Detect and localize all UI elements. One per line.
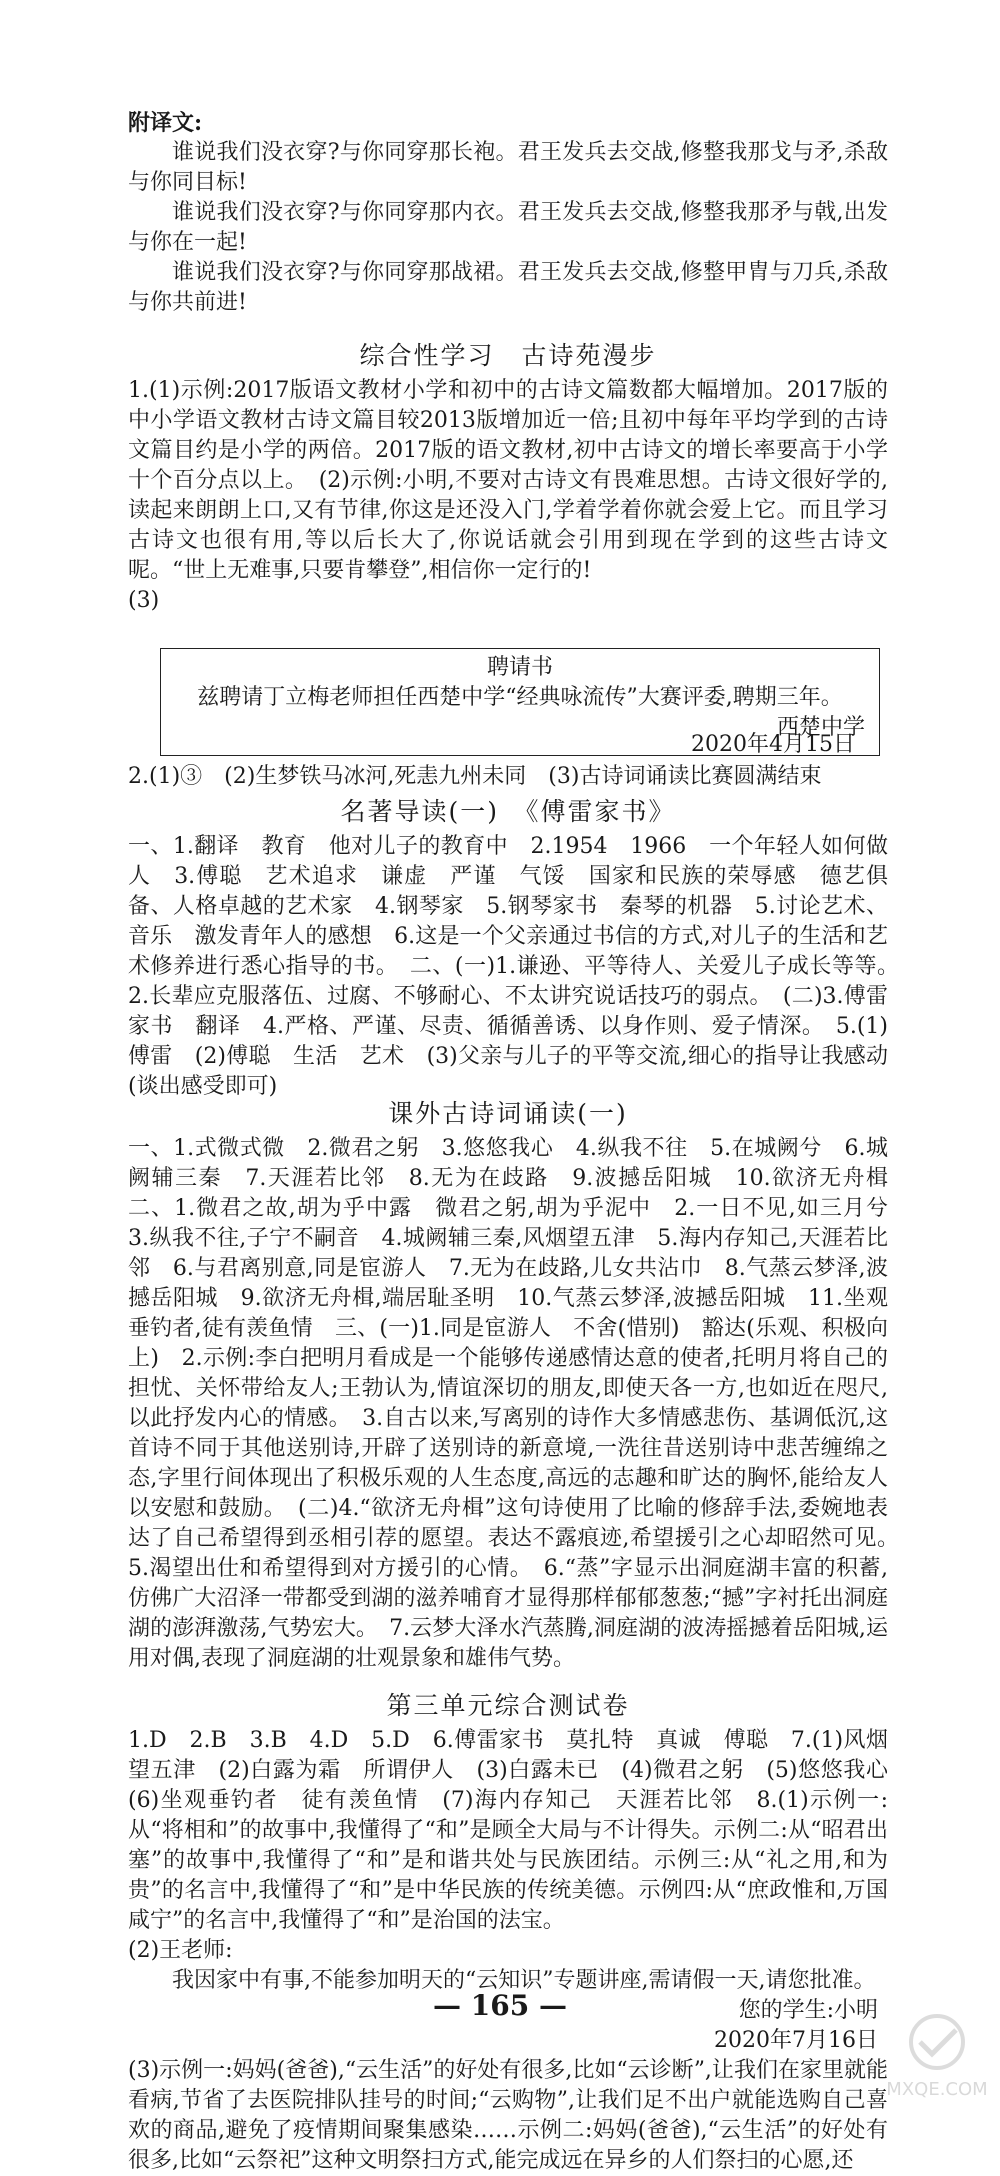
watermark-logo [882,2010,992,2100]
classic-reading-answers: 一、1.翻译 教育 他对儿子的教育中 2.1954 1966 一个年轻人如何做人 3.傅聪 艺术追求 谦虚 严谨 气馁 国家和民族的荣辱感 德艺俱备、人格卓越的艺术家 4.钢琴家 5.钢琴家书 秦琴的机器 5.讨论艺术、音乐 激发青年人的感想 6.这是一个父亲通过书信的方式,对儿子的生活和艺术修养进行悉心指导的书。 二、(一)1.谦逊、平等待人、关爱儿子成长等等。 2.长辈应克服落伍、过腐、不够耐心、不太讲究说话技巧的弱点。 (二)3.傅雷家书 翻译 4.严格、严谨、尽责、循循善诱、以身作则、爱子情深。 5.(1)傅雷 (2)傅聪 生活 艺术 (3)父亲与儿子的平等交流,细心的指导让我感动(谈出感受即可) [128,834,911,1099]
comprehensive-answer-1: 1.(1)示例:2017版语文教材小学和初中的古诗文篇数都大幅增加。2017版的中小学语文教材古诗文篇目较2013版增加近一倍;且初中每年平均学到的古诗文篇目约是小学的两倍。2017版的语文教材,初中古诗文的增长率要高于小学十个百分点以上。 (2)示例:小明,不要对古诗文有畏难思想。古诗文很好学的,读起来朗朗上口,又有节律,你这是还没入门,学着学着你就会爱上它。而且学习古诗文也很有用,等以后长大了,你说话就会引用到现在学到的这些古诗文呢。“世上无难事,只要肯攀登”,相信你一定行的! [128,378,888,583]
appendix-line-1: 谁说我们没衣穿?与你同穿那长袍。君王发兵去交战,修整我那戈与矛,杀敌与你同目标! [128,140,888,195]
comprehensive-part3-label: (3) [128,588,160,613]
appendix-heading: 附译文: [128,110,203,136]
letter-body: 兹聘请丁立梅老师担任西楚中学“经典咏流传”大赛评委,聘期三年。 [197,685,843,710]
leave-note-sign: 您的学生:小明 [738,1998,878,2023]
appendix-translation [128,108,888,318]
leave-note-body: 我因家中有事,不能参加明天的“云知识”专题讲座,需请假一天,请您批准。 [172,1968,876,1993]
appendix-line-2: 谁说我们没衣穿?与你同穿那内衣。君王发兵去交战,修整我那矛与戟,出发与你在一起! [128,200,888,255]
watermark-text: MXQE.COM [886,2079,988,2100]
watermark-icon [882,2010,992,2080]
leave-note-date: 2020年7月16日 [714,2028,878,2053]
letter-org: 西楚中学 [776,715,865,740]
appendix-line-3: 谁说我们没衣穿?与你同穿那战裙。君王发兵去交战,修整甲胄与刀兵,杀敌与你共前进! [128,260,888,315]
unit-test-part3: (3)示例一:妈妈(爸爸),“云生活”的好处有很多,比如“云诊断”,让我们在家里就能看病,节省了去医院排队挂号的时间;“云购物”,让我们足不出户就能选购自己喜欢的商品,避免了疫情期间聚集感染……示例二:妈妈(爸爸),“云生活”的好处有很多,比如“云祭祀”这种文明祭扫方式,能完成远在异乡的人们祭扫的心愿,还 [128,2058,888,2173]
section-comprehensive-q1 [128,376,888,616]
letter-title: 聘请书 [486,655,553,680]
section-title-comprehensive: 综合性学习 古诗苑漫步 [359,341,657,370]
section-title-poetry: 课外古诗词诵读(一) [388,1099,628,1128]
poetry-answers: 一、1.式微式微 2.微君之躬 3.悠悠我心 4.纵我不往 5.在城阙兮 6.城阙辅三秦 7.天涯若比邻 8.无为在歧路 9.波撼岳阳城 10.欲济无舟楫 二、1.微君之故,胡为乎中露 微君之躬,胡为乎泥中 2.一日不见,如三月兮 3.纵我不往,子宁不嗣音 4.城阙辅三秦,风烟望五津 5.海内存知己,天涯若比邻 6.与君离别意,同是宦游人 7.无为在歧路,儿女共沾巾 8.气蒸云梦泽,波撼岳阳城 9.欲济无舟楫,端居耻圣明 10.气蒸云梦泽,波撼岳阳城 11.坐观垂钓者,徒有羡鱼情 三、(一)1.同是宦游人 不舍(惜别) 豁达(乐观、积极向上) 2.示例:李白把明月看成是一个能够传递感情达意的使者,托明月将自己的担忧、关怀带给友人;王勃认为,情谊深切的朋友,即使天各一方,也如近在咫尺,以此抒发内心的情感。 3.自古以来,写离别的诗作大多情感悲伤、基调低沉,这首诗不同于其他送别诗,开辟了送别诗的新意境,一洗往昔送别诗中悲苦缠绵之态,字里行间体现出了积极乐观的人生态度,高远的志趣和旷达的胸怀,能给友人以安慰和鼓励。 (二)4.“欲济无舟楫”这句诗使用了比喻的修辞手法,委婉地表达了自己希望得到丞相引荐的愿望。表达不露痕迹,希望援引之心却昭然可见。 5.渴望出仕和希望得到对方援引的心情。 6.“蒸”字显示出洞庭湖丰富的积蓄,仿佛广大沼泽一带都受到湖的滋养哺育才显得那样郁郁葱葱;“撼”字衬托出洞庭湖的澎湃激荡,气势宏大。 7.云梦大泽水汽蒸腾,洞庭湖的波涛摇撼着岳阳城,运用对偶,表现了洞庭湖的壮观景象和雄伟气势。 [128,1136,911,1671]
unit-test-answers: 1.D 2.B 3.B 4.D 5.D 6.傅雷家书 莫扎特 真诚 傅聪 7.(1)风烟望五津 (2)白露为霜 所谓伊人 (3)白露未已 (4)微君之躬 (5)悠悠我心 (6)坐观垂钓者 徒有羡鱼情 (7)海内存知己 天涯若比邻 8.(1)示例一:从“将相和”的故事中,我懂得了“和”是顾全大局与不计得失。示例二:从“昭君出塞”的故事中,我懂得了“和”是和谐共处与民族团结。示例三:从“礼之用,和为贵”的名言中,我懂得了“和”是中华民族的传统美德。示例四:从“庶政惟和,万国咸宁”的名言中,我懂得了“和”是治国的法宝。 [128,1728,911,1933]
leave-note-heading: (2)王老师: [128,1938,233,1963]
section-title-classic-reading: 名著导读(一) 《傅雷家书》 [340,797,676,826]
letter-date: 2020年4月15日 [691,732,855,757]
page-number: — 165 — [433,1989,567,2022]
comprehensive-answer-2: 2.(1)③ (2)生梦铁马冰河,死恚九州未同 (3)古诗词诵读比赛圆满结束 [128,764,822,789]
section-title-unit-test: 第三单元综合测试卷 [386,1691,630,1720]
